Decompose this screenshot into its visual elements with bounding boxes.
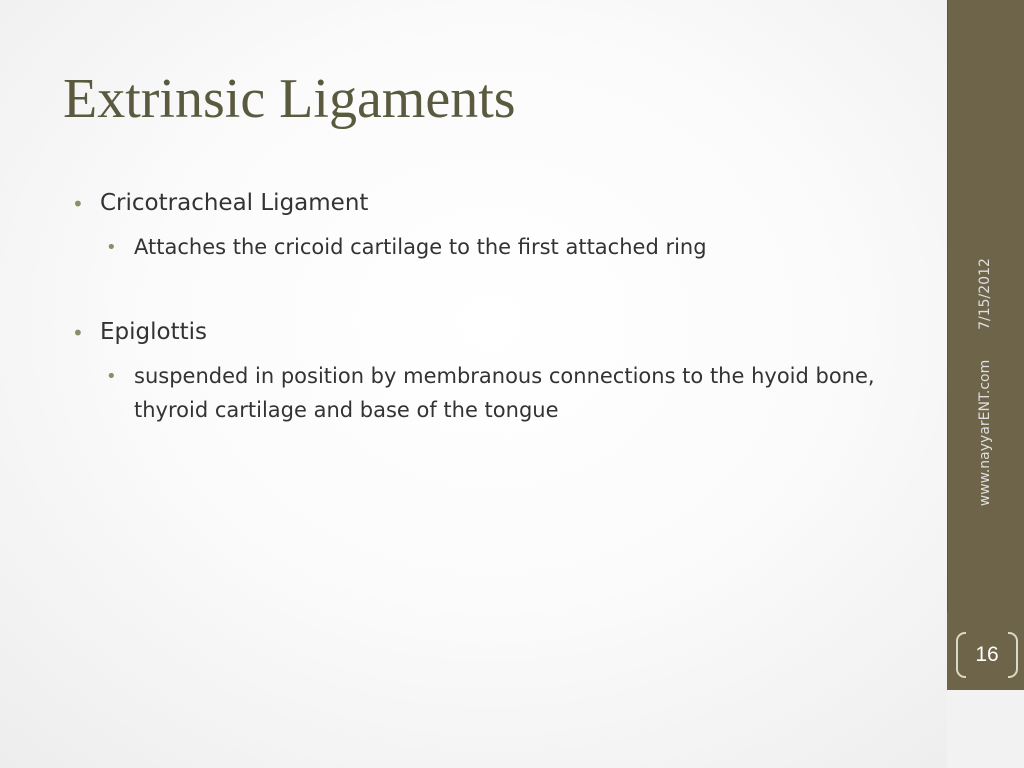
slide-date: 7/15/2012 — [977, 258, 993, 330]
bullet-icon: • — [72, 192, 84, 216]
bullet-list — [72, 186, 892, 427]
bullet-text: Cricotracheal Ligament — [100, 190, 369, 216]
page-number: 16 — [975, 643, 999, 666]
right-bracket-icon — [1008, 632, 1018, 678]
bullet-item — [72, 186, 892, 220]
bullet-text: Epiglottis — [100, 319, 207, 345]
bullet-icon: • — [72, 321, 84, 345]
sub-bullet-text: Attaches the cricoid cartilage to the first attached ring — [134, 235, 707, 259]
bullet-icon: • — [106, 237, 117, 258]
sub-bullet-text: suspended in position by membranous connections to the hyoid bone, thyroid cartilage and base of the tongue — [134, 364, 875, 422]
bullet-item — [72, 315, 892, 349]
sub-bullet-item — [106, 230, 892, 264]
slide-website: www.nayyarENT.com — [977, 359, 993, 507]
sub-bullet-item — [106, 359, 892, 427]
bullet-icon: • — [106, 366, 117, 387]
slide-title: Extrinsic Ligaments — [63, 68, 516, 130]
page-number-box — [956, 632, 1018, 678]
